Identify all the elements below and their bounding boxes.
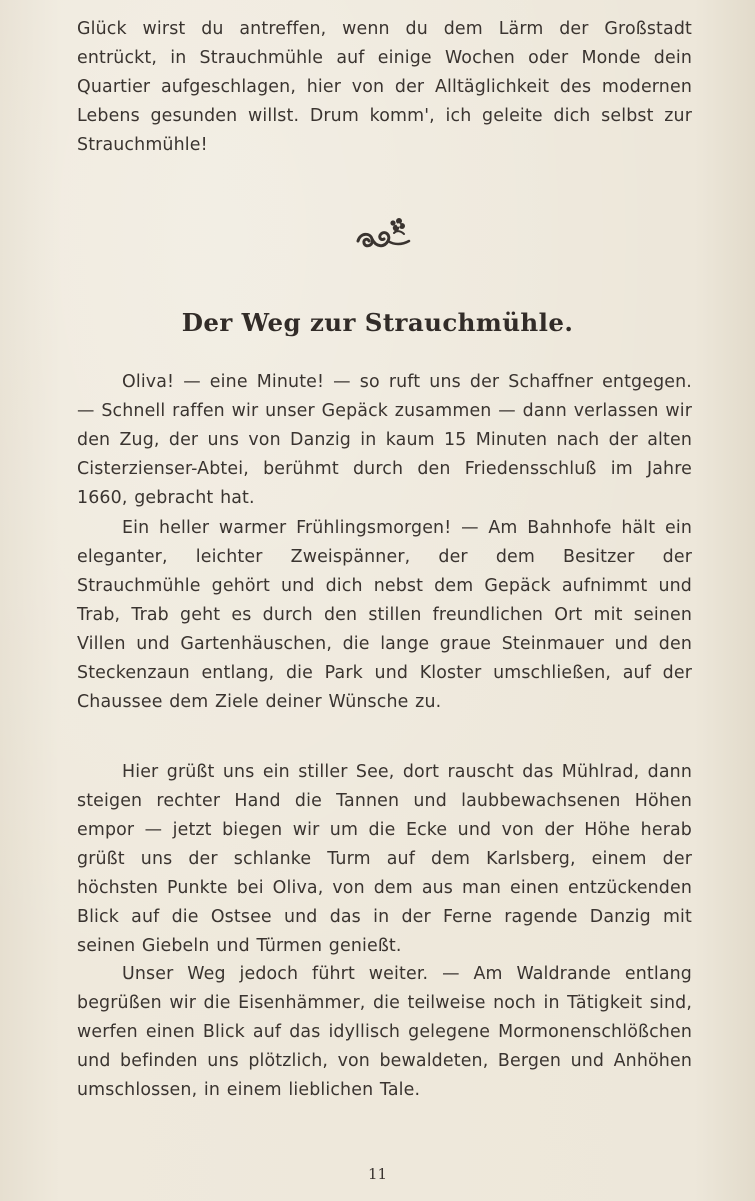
intro-paragraph: Glück wirst du antreffen, wenn du dem Lärm der Großstadt entrückt, in Strauchmühle auf einige Wochen oder Monde dein Quartier aufgeschlagen, hier von der Alltäglichkeit des modernen Lebens gesunden willst. Drum komm', ich geleite dich selbst zur Strauchmühle! xyxy=(77,19,692,155)
body-paragraph-3: Hier grüßt uns ein stiller See, dort rauscht das Mühlrad, dann steigen rechter Hand die Tannen und laubbewachsenen Höhen empor — jetzt biegen wir um die Ecke und von der Höhe herab grüßt uns der schlanke Turm auf dem Karlsberg, einem der höchsten Punkte bei Oliva, von dem aus man einen entzückenden Blick auf die Ostsee und das in der Ferne ragende Danzig mit seinen Giebeln und Türmen genießt. xyxy=(77,762,692,956)
floral-ornament-icon xyxy=(354,215,414,255)
body-paragraph-1: Oliva! — eine Minute! — so ruft uns der Schaffner entgegen. — Schnell raffen wir unser Gepäck zusammen — dann verlassen wir den Zug, der uns von Danzig in kaum 15 Minuten nach der alten Cisterzienser-Abtei, berühmt durch den Friedensschluß im Jahre 1660, gebracht hat. xyxy=(77,372,692,508)
body-paragraph-4: Unser Weg jedoch führt weiter. — Am Waldrande entlang begrüßen wir die Eisenhämmer, die teilweise noch in Tätigkeit sind, werfen einen Blick auf das idyllisch gelegene Mormonenschlößchen und befinden uns plötzlich, von bewaldeten, Bergen und Anhöhen umschlossen, in einem lieblichen Tale. xyxy=(77,964,692,1100)
page-number: 11 xyxy=(367,1165,388,1183)
chapter-heading: Der Weg zur Strauchmühle. xyxy=(181,308,574,337)
body-paragraph-2: Ein heller warmer Frühlingsmorgen! — Am Bahnhofe hält ein eleganter, leichter Zweispänner, der dem Besitzer der Strauchmühle gehört und dich nebst dem Gepäck aufnimmt und Trab, Trab geht es durch den stillen freundlichen Ort mit seinen Villen und Gartenhäuschen, die lange graue Steinmauer und den Steckenzaun entlang, die Park und Kloster umschließen, auf der Chaussee dem Ziele deiner Wünsche zu. xyxy=(77,518,692,712)
